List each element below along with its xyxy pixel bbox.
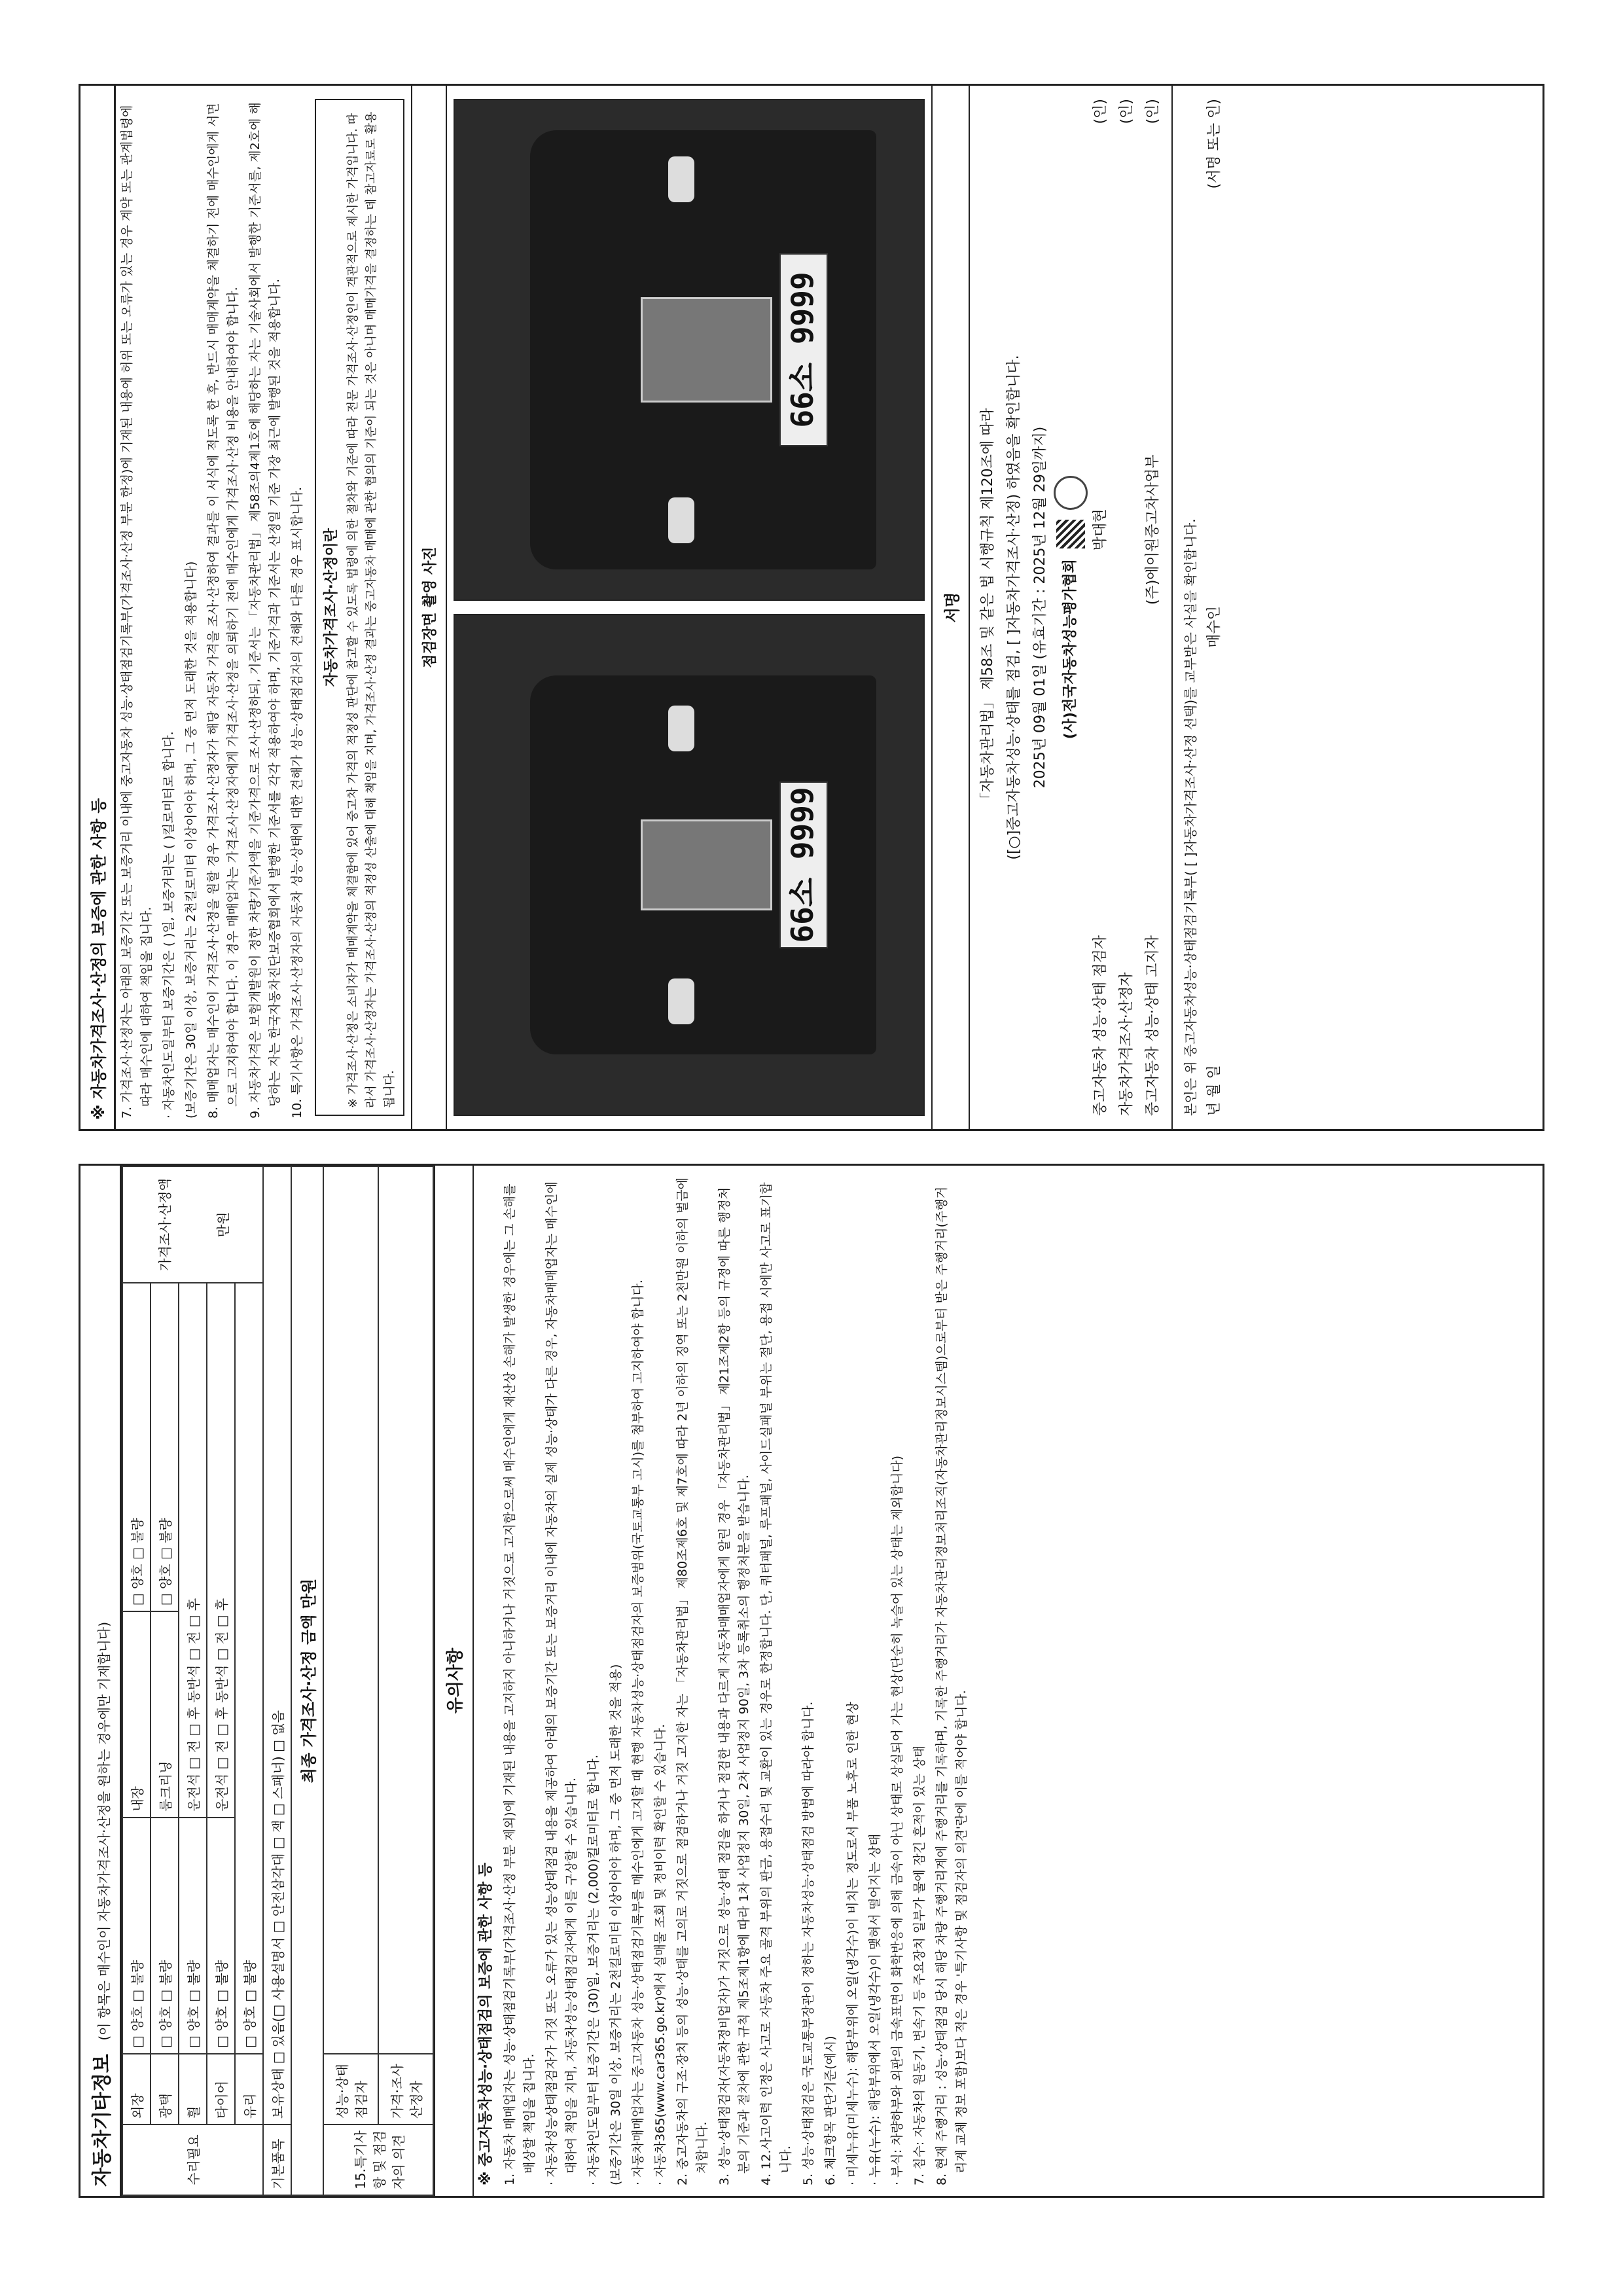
right-panel — [79, 84, 1544, 1131]
notice-title: 유의사항 — [434, 1166, 474, 2196]
notice-item: 5. 성능·상태점검은 국토교통부장관이 정하는 자동차성능·상태점검 방법에 따라야 합니다. — [801, 1701, 815, 2185]
signature-title: 서명 — [931, 86, 970, 1129]
vehicle-other-info-title — [80, 1166, 122, 2196]
signer-row — [1114, 86, 1140, 1129]
buyer-sign[interactable]: (서명 또는 인) — [1206, 99, 1222, 189]
license-plate: 66소 9999 — [779, 253, 828, 446]
price-item: 8. 매매업자는 매수인이 가격조사·산정을 원할 경우 가격조사·산정자가 해당 자동차 가격을 조사·산정하여 결과를 이 서식에 적도록 한 후, 반드시 매매계약을 체결하기 전에 매수인에게 서면으로 고지하여야 합니다. 이 경우 매매업자는 가격조사·산정자에게 가격조사·산정을 의뢰하기 전에 매수인에게 가격조사·산정 비용을 안내하여야 합니다. — [206, 103, 240, 1119]
car-shape — [530, 130, 877, 569]
signer-row — [1088, 86, 1114, 1129]
price-warranty-title: ※ 자동차가격조사·산정의 보증에 관한 사항 등 — [80, 86, 116, 1129]
price-item: 10. 특기사항은 가격조사·산정자의 자동차 성능·상태에 대한 견해가 성능·상태점검자의 견해와 다를 경우 표시합니다. — [290, 486, 304, 1119]
repair-needed-label: 수리필요 — [122, 2125, 263, 2195]
notice-item: · 미세누유(미세누수): 해당부위에 오일(냉각수)이 비치는 정도로서 부품 노후로 인한 현상 — [846, 1702, 860, 2185]
interior-options[interactable]: □ 양호 □ 불량 — [122, 1283, 151, 1611]
seal-mark[interactable]: (인) — [1145, 99, 1161, 124]
notice-item: 1. 자동차 매매업자는 성능·상태점검기록부(가격조사·산정 부분 제외)에 기재된 내용을 고지하지 아니하거나 거짓으로 고지함으로써 매수인에게 재산상 손해가 발생한 경우에는 그 손해를 배상할 책임을 집니다. — [503, 1183, 537, 2185]
seal-mark[interactable]: (인) — [1118, 99, 1135, 124]
date-line[interactable]: 년 월 일 — [1206, 1065, 1222, 1116]
notice-item: · 자동차365(www.car365.go.kr)에서 실매물 조회 및 정비이력 확인할 수 있습니다. — [653, 1724, 668, 2185]
signer-row — [1140, 86, 1166, 1129]
final-price: 최종 가격조사·산정 금액 만원 — [291, 1166, 323, 2195]
box-text: ※ 가격조사·산정은 소비자가 매매계약을 체결함에 있어 중고차 가격의 적정성 판단에 참고할 수 있도록 법령에 의한 절차와 기준에 따라 전문 가격조사·산정인이 객관적으로 제시한 가격입니다. 따라서 가격조사·산정자는 가격조사·산정의 적정성 산출에 대해 책임을 지며, 가격조사·산정 결과는 중고자동차 매매에 관한 협의의 기준이 되는 것은 아니며 매매가격을 결정하는 데 참고자료로 활용됩니다. — [346, 111, 397, 1108]
warranty-title: ※ 중고자동차성능·상태점검의 보증에 관한 사항 등 — [478, 1862, 494, 2185]
basic-items[interactable]: 보유상태 □ 있음(□ 사용설명서 □ 안전삼각대 □ 잭 □ 스패너) □ 없음 — [263, 1166, 291, 2125]
photo-row — [454, 99, 925, 1116]
opinion-sub2: 가격·조사 산정자 — [378, 2054, 433, 2125]
price-item: 9. 자동차가격은 보험개발원이 정한 차량기준가액을 기준가격으로 조사·산정하되, 기준서는 「자동차관리법」 제58조의4제1호에 해당하는 자는 기술사회에서 발행한 기준서를, 제2호에 해당하는 자는 한국자동차진단보증협회에서 발행한 기준서를 각각 적용하여야 하며, 기준가격과 기준서는 산정일 기준 가장 최근에 발행된 것을 적용합니다. — [248, 102, 282, 1119]
box-title: 자동차가격조사·산정이란 — [323, 528, 340, 687]
headlamp-left — [668, 978, 694, 1024]
notice-item: 8. 현재 주행거리 : 성능·상태점검 당시 해당 차량 주행거리계에 주행거리를 기록하며, 기록한 주행거리가 자동차관리정보처리조직(자동차관리정보시스템)으로부터 받은 주행거리(주행거리계 교체 정보 포함)보다 적은 경우 '특기사항 및 점검자의 의견'란에 이를 적어야 합니다. — [935, 1187, 969, 2185]
price-column — [122, 1166, 263, 1283]
buyer-confirm: 본인은 위 중고자동차성능·상태점검기록부( [ ]자동차가격조사·산정 선택)를 교부받은 사실을 확인합니다. — [1171, 86, 1202, 1129]
row-options[interactable]: □ 양호 □ 불량 — [122, 1818, 151, 2054]
price-item: (보증기간은 30일 이상, 보증거리는 2천킬로미터 이상이어야 하며, 그 중 먼저 도래한 것을 적용합니다) — [184, 561, 198, 1119]
notice-item: (보증기간은 30일 이상, 보증거리는 2천킬로미터 이상이어야 하며, 그 중 먼저 도래한 것을 적용) — [609, 1664, 623, 2185]
signer3-role: 중고자동차 성능·상태 고지자 — [1145, 935, 1161, 1116]
signer1-name: 박대현 — [1092, 509, 1109, 551]
row-label: 유리 — [235, 2054, 263, 2125]
notice-item: · 자동차매매업자는 중고자동차 성능·상태점검기록부를 매수인에게 고지할 때 현행 자동차성능·상태점검자의 보증범위(국토교통부 고시)를 첨부하여 고지하여야 합니다. — [631, 1280, 645, 2185]
title-note: (이 항목은 매수인이 자동차가격조사·산정을 원하는 경우에만 기재합니다) — [96, 1621, 112, 2041]
headlamp-right — [668, 156, 694, 202]
row-options[interactable]: □ 양호 □ 불량 — [179, 1818, 207, 2054]
notice-item: 6. 체크항목 판단기준(예시) — [823, 2036, 838, 2185]
signer2-role: 자동차가격조사·산정자 — [1118, 972, 1135, 1116]
price-col-label: 가격조사·산정액 — [156, 1178, 173, 1271]
price-unit: 만원 — [215, 1211, 231, 1238]
inspection-photo-front-2 — [454, 99, 925, 601]
price-item: 7. 가격조사·산정자는 아래의 보증기간 또는 보증거리 이내에 중고자동차 성능·상태점검기록부(가격조사·산정 부분 한정)에 기재된 내용에 허위 또는 오류가 있는 경우 계약 또는 관계법령에 따라 매수인에 대하여 책임을 집니다. — [120, 105, 154, 1119]
opinion-field-1[interactable] — [323, 1166, 378, 2054]
signer3-name: (주)에이원중고차사업부 — [1145, 454, 1161, 605]
sign-text-2: ([○]중고자동차성능·상태를 점검, [ ]자동차가격조사·산정) 하였음을 확인합니다. — [1006, 355, 1022, 860]
grille — [641, 819, 772, 910]
opinion-sub1: 성능·상태 점검자 — [323, 2054, 378, 2125]
cleaning-label: 룸크리닝 — [151, 1611, 179, 1818]
buyer-row — [1202, 86, 1228, 1129]
interior-label: 내장 — [122, 1611, 151, 1818]
association — [1054, 86, 1088, 1129]
row-options[interactable]: □ 양호 □ 불량 — [235, 1283, 263, 2054]
row-label: 휠 — [179, 2054, 207, 2125]
buyer-label: 매수인 — [1206, 605, 1222, 648]
notice-item: · 자동차성능상태점검자가 거짓 또는 오류가 있는 성능상태점검 내용을 제공하여 아래의 보증기간 또는 보증거리 이내에 자동차의 실제 성능·상태가 다른 경우, 자동차매매업자는 매수인에 대하여 책임을 지며, 자동차성능상태점검자에게 이를 구상할 수 있습니다. — [544, 1181, 579, 2185]
cleaning-options[interactable]: □ 양호 □ 불량 — [151, 1283, 179, 1611]
row-extra[interactable]: 운전석 □ 전 □ 후 동반석 □ 전 □ 후 — [207, 1283, 235, 1818]
row-extra[interactable]: 운전석 □ 전 □ 후 동반석 □ 전 □ 후 — [179, 1283, 207, 1818]
qr-code-icon — [1056, 520, 1085, 548]
notice-item: 2. 중고자동차의 구조·장치 등의 성능·상태를 고의로 거짓으로 점검하거나 거짓 고지한 자는 「자동차관리법」 제80조제6호 및 제7호에 따라 2년 이하의 징역 또는 2천만원 이하의 벌금에 처합니다. — [675, 1177, 709, 2185]
association-seal-icon — [1054, 476, 1088, 510]
notice-item: · 부식: 차량하부와 외판의 금속표면이 화학반응에 의해 금속이 아닌 상태로 상실되어 가는 현상(단순히 녹슬어 있는 상태는 제외합니다) — [890, 1455, 904, 2185]
seal-mark[interactable]: (인) — [1092, 99, 1109, 124]
car-shape — [530, 675, 877, 1055]
row-label: 광택 — [151, 2054, 179, 2125]
inspection-photo-front-1 — [454, 614, 925, 1116]
notice-item: · 누유(누수): 해당부위에서 오일(냉각수)이 맺혀서 떨어지는 상태 — [868, 1833, 882, 2185]
photo-title: 점검장면 촬영 사진 — [411, 86, 447, 1129]
signer1-role: 중고자동차 성능·상태 점검자 — [1092, 935, 1109, 1116]
title-text: 자동차기타정보 — [91, 2054, 114, 2187]
row-options[interactable]: □ 양호 □ 불량 — [151, 1818, 179, 2054]
price-info-box — [315, 99, 404, 1116]
sign-period: 2025년 09월 01일 (유효기간 : 2025년 12월 29일까지) — [1032, 426, 1048, 789]
grille — [641, 297, 772, 403]
headlamp-right — [668, 706, 694, 751]
inspection-table — [122, 1166, 434, 2196]
left-panel — [79, 1164, 1544, 2198]
notice-item: · 자동차인도일부터 보증기간은 (30)일, 보증거리는 (2,000)킬로미터로 합니다. — [586, 1754, 601, 2185]
opinion-field-2[interactable] — [378, 1166, 433, 2054]
row-options[interactable]: □ 양호 □ 불량 — [207, 1818, 235, 2054]
basic-label: 기본품목 — [263, 2125, 291, 2195]
license-plate: 66소 9999 — [779, 781, 828, 948]
opinion-label: 15.특기사항 및 점검자의 의견 — [323, 2125, 433, 2195]
row-label: 외장 — [122, 2054, 151, 2125]
notice-item: 3. 성능·상태점검자(자동차정비업자)가 거짓으로 성능·상태 점검을 하거나 점검한 내용과 다르게 자동차매매업자에게 알린 경우 「자동차관리법」 제21조제2항 등의 규정에 따른 행정처분의 기준과 절차에 관한 규칙 제5조제1항에 따라 1차 사업정지 30일, 2차 사업정지 90일, 3차 등록취소의 행정처분을 받습니다. — [717, 1187, 751, 2185]
row-label: 타이어 — [207, 2054, 235, 2125]
price-item: · 자동차인도일부터 보증기간은 ( )일, 보증거리는 ( )킬로미터로 합니다. — [162, 731, 176, 1119]
headlamp-left — [668, 497, 694, 543]
association-name: (사)전국자동차성능평가협회 — [1062, 559, 1079, 740]
notice-item: 7. 침수: 자동차의 원동기, 변속기 등 주요장치 일부가 물에 잠긴 흔적이 있는 상태 — [912, 1745, 927, 2185]
notice-item: 4. 12.사고이력 인정은 사고로 자동차 주요 골격 부위의 판금, 용접수리 및 교환이 있는 경우로 한정합니다. 단, 쿼터패널, 루프패널, 사이드실패널 부위는 절단, 용접 시에만 사고로 표기합니다. — [759, 1182, 793, 2185]
sign-text-1: 「자동차관리법」 제58조 및 같은 법 시행규칙 제120조에 따라 — [980, 408, 996, 807]
